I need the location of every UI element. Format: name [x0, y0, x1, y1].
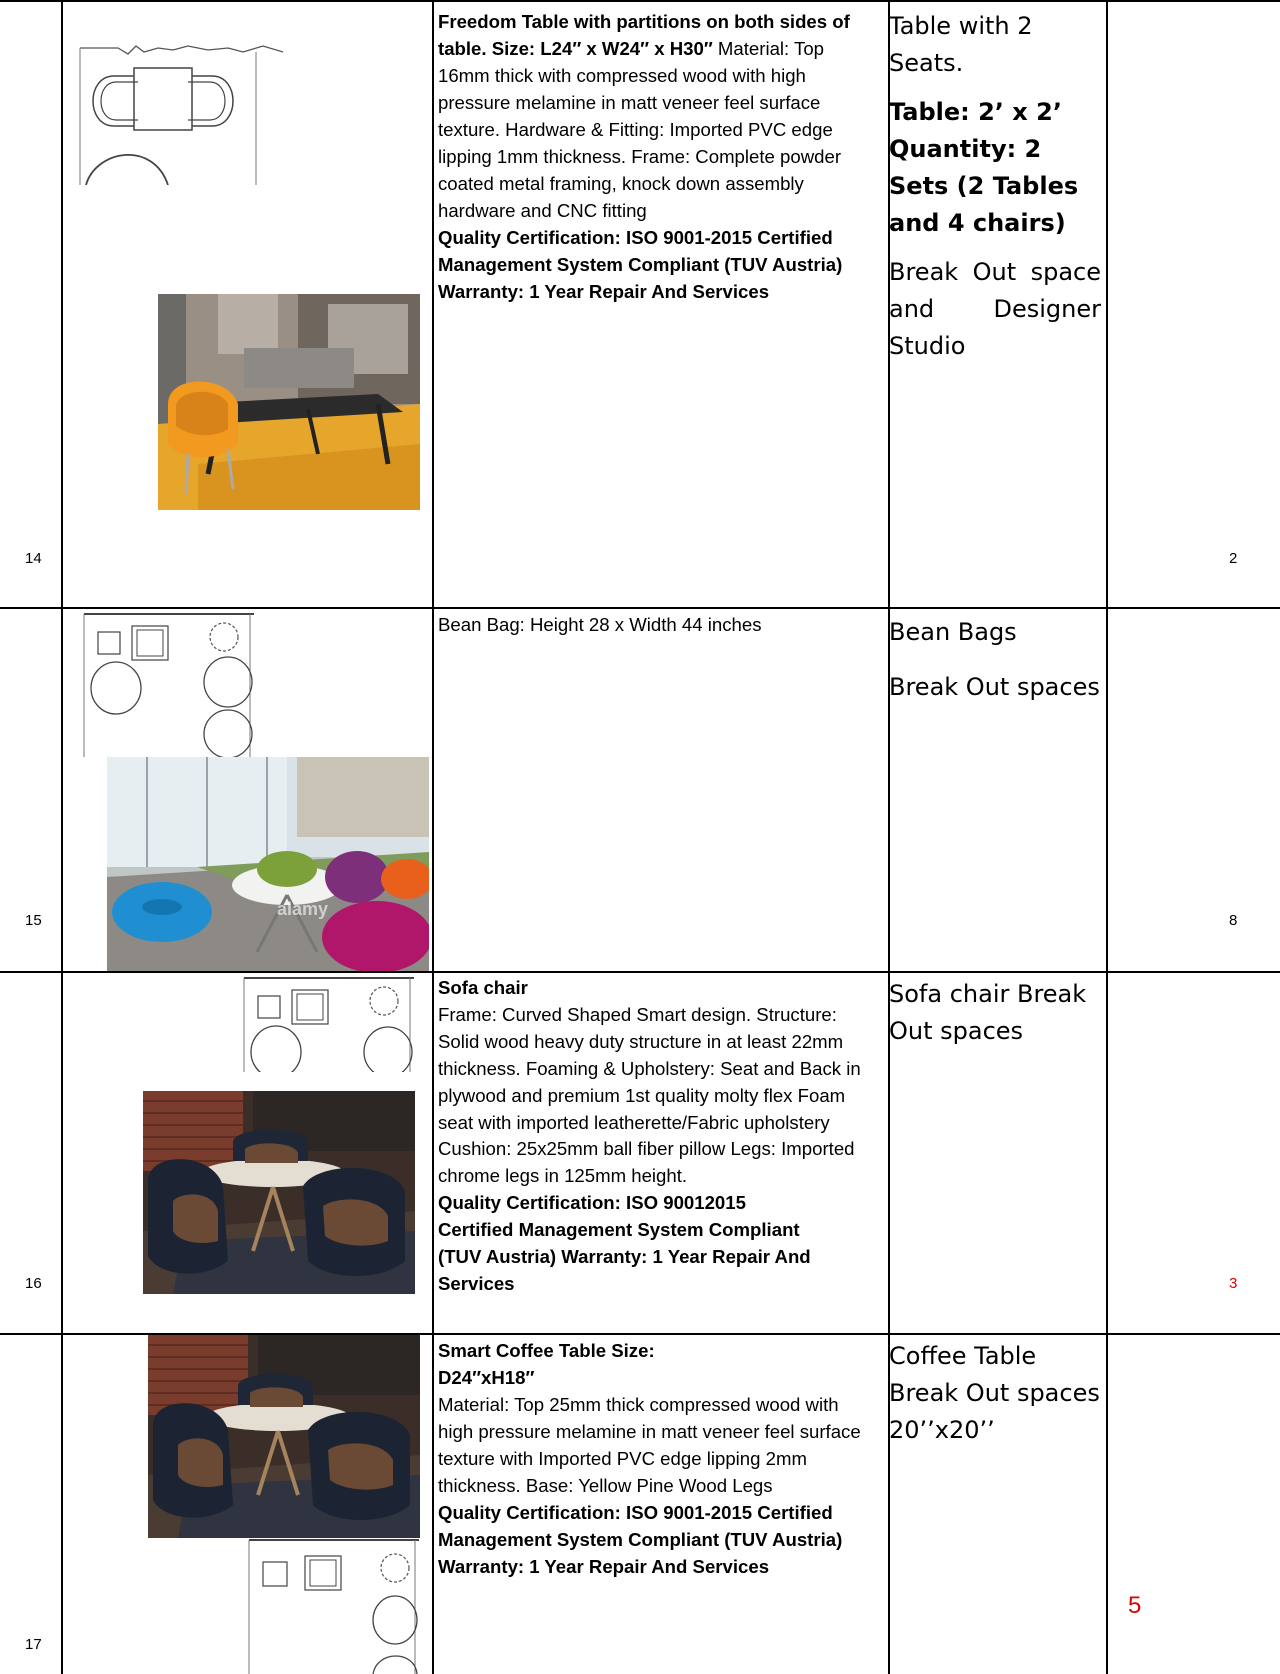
bean-bag-lounge-photo: [107, 757, 429, 971]
product-description: [889, 1338, 1101, 1449]
floor-plan-sketch: [82, 612, 257, 757]
product-specification: [438, 1337, 878, 1580]
desc-name: Bean Bags: [889, 618, 1017, 646]
quantity: 2: [1229, 550, 1238, 567]
product-specification: [438, 8, 878, 305]
product-description: [889, 608, 1101, 706]
spec-certification: Quality Certification: ISO 90012015 Certified Management System Compliant (TUV Austria) Warranty: 1 Year Repair And Services: [438, 1192, 811, 1294]
spec-title: Freedom Table with partitions on both sides of table. Size: L24″ x W24″ x H30″: [438, 11, 850, 59]
spec-title: Smart Coffee Table Size: D24″xH18″: [438, 1340, 655, 1388]
product-description: [889, 8, 1101, 365]
serial-number: 17: [25, 1636, 42, 1653]
product-specification: [438, 975, 878, 1298]
serial-number: 15: [25, 912, 42, 929]
column-divider: [1106, 0, 1108, 1674]
desc-area: Break Out spaces: [889, 673, 1100, 701]
column-divider: [61, 0, 63, 1674]
spec-title: Sofa chair: [438, 977, 528, 998]
floor-plan-sketch: [78, 40, 288, 185]
desc-quantity: Quantity: 2 Sets (2 Tables and 4 chairs): [889, 135, 1079, 237]
desc-name: Table with 2 Seats.: [889, 12, 1033, 77]
desc-area: Break Out space and Designer Studio: [889, 258, 1101, 360]
column-divider: [432, 0, 434, 1674]
watermark-text: alamy: [277, 899, 329, 919]
quantity: 8: [1229, 912, 1238, 929]
floor-plan-sketch: [247, 1538, 422, 1674]
sofa-chairs-round-table-photo: [143, 1091, 415, 1294]
desc-name: Coffee Table Break Out spaces 20’’x20’’: [889, 1342, 1100, 1444]
serial-number: 14: [25, 550, 42, 567]
serial-number: 16: [25, 1275, 42, 1292]
spec-body: Material: Top 16mm thick with compressed wood with high pressure melamine in matt veneer feel surface texture. Hardware & Fitting: Imported PVC edge lipping 1mm thickness. Frame: Complete powder coated metal framing, knock down assembly hardware and CNC fitting: [438, 38, 842, 221]
table-border-top: [0, 0, 1280, 2]
quantity: 3: [1229, 1275, 1238, 1292]
spec-body: Frame: Curved Shaped Smart design. Structure: Solid wood heavy duty structure in at least 22mm thickness. Foaming & Upholstery: Seat and Back in plywood and premium 1st quality molty flex Foam seat with imported leatherette/Fabric upholstery Cushion: 25x25mm ball fiber pillow Legs: Imported chrome legs in 125mm height.: [438, 1003, 861, 1187]
product-description: [889, 976, 1101, 1050]
floor-plan-sketch: [242, 976, 417, 1072]
office-desk-orange-chair-photo: [158, 294, 420, 510]
row-divider: [0, 971, 1280, 973]
spec-certification: Quality Certification: ISO 9001-2015 Certified Management System Compliant (TUV Austria) Warranty: 1 Year Repair And Services: [438, 227, 843, 302]
spec-body: Material: Top 25mm thick compressed wood with high pressure melamine in matt veneer feel surface texture with Imported PVC edge lipping 2mm thickness. Base: Yellow Pine Wood Legs: [438, 1394, 861, 1496]
spec-certification: Quality Certification: ISO 9001-2015 Certified Management System Compliant (TUV Austria) Warranty: 1 Year Repair And Services: [438, 1502, 843, 1577]
spec-body: Bean Bag: Height 28 x Width 44 inches: [438, 614, 762, 635]
product-specification: [438, 611, 878, 638]
desc-size: Table: 2’ x 2’: [889, 98, 1062, 126]
quantity: 5: [1128, 1592, 1142, 1619]
desc-name: Sofa chair Break Out spaces: [889, 980, 1087, 1045]
coffee-table-lounge-photo: [148, 1335, 420, 1538]
